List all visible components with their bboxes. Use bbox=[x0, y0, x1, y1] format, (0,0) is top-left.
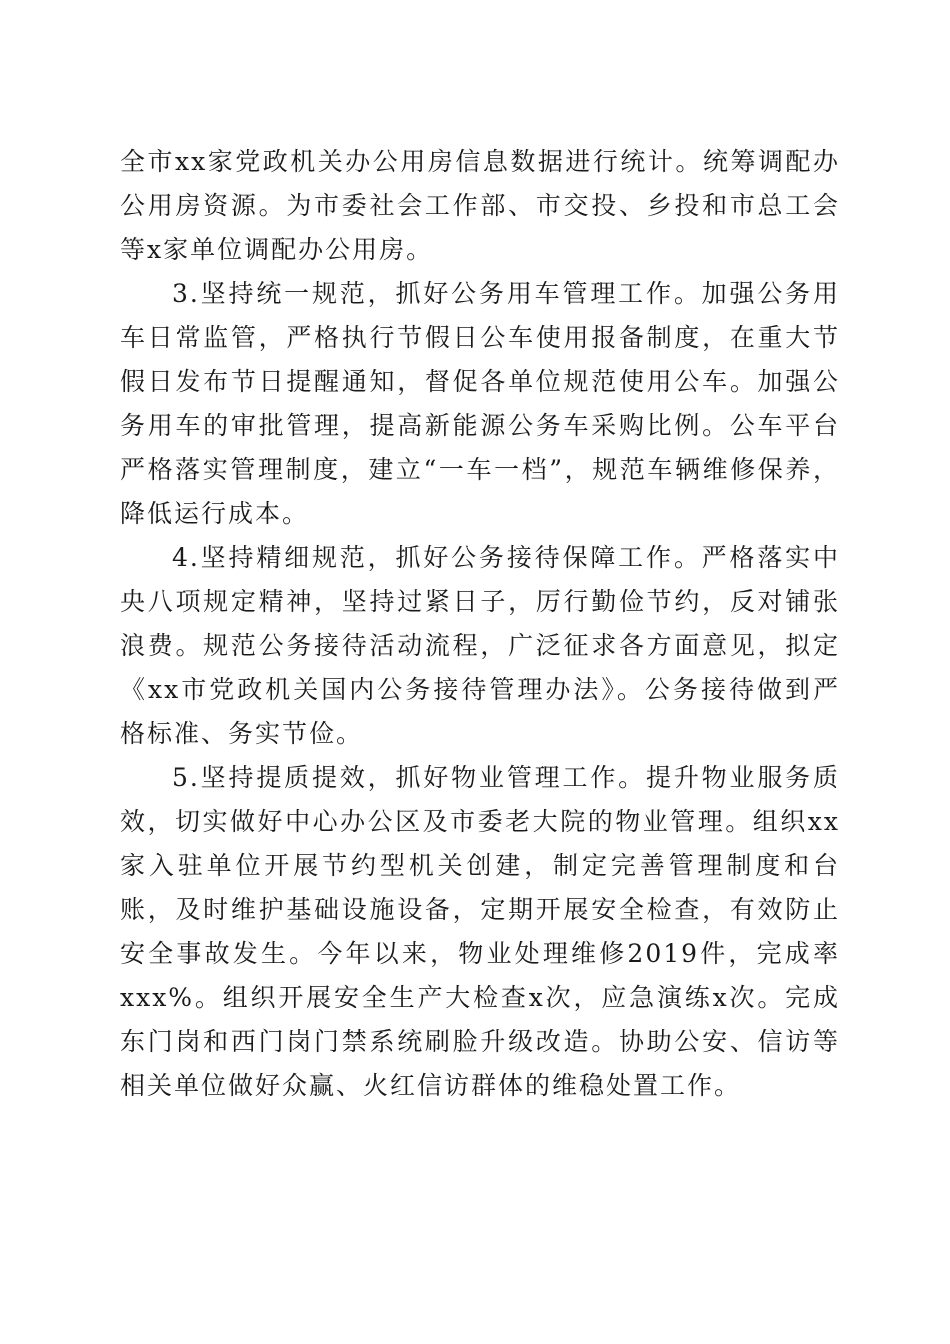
paragraph-office-housing: 全市xx家党政机关办公用房信息数据进行统计。统筹调配办公用房资源。为市委社会工作部、市交投、乡投和市总工会等x家单位调配办公用房。 bbox=[120, 147, 840, 264]
paragraph-vehicle-management: 3.坚持统一规范，抓好公务用车管理工作。加强公务用车日常监管，严格执行节假日公车使用报备制度，在重大节假日发布节日提醒通知，督促各单位规范使用公车。加强公务用车的审批管理，提高新能源公务车采购比例。公车平台严格落实管理制度，建立“一车一档”，规范车辆维修保养，降低运行成本。 bbox=[120, 279, 840, 528]
document-body bbox=[120, 140, 840, 1108]
paragraph-reception-support: 4.坚持精细规范，抓好公务接待保障工作。严格落实中央八项规定精神，坚持过紧日子，厉行勤俭节约，反对铺张浪费。规范公务接待活动流程，广泛征求各方面意见，拟定《xx市党政机关国内公务接待管理办法》。公务接待做到严格标准、务实节俭。 bbox=[120, 543, 840, 748]
paragraph-property-management: 5.坚持提质提效，抓好物业管理工作。提升物业服务质效，切实做好中心办公区及市委老大院的物业管理。组织xx家入驻单位开展节约型机关创建，制定完善管理制度和台账，及时维护基础设施设备，定期开展安全检查，有效防止安全事故发生。今年以来，物业处理维修2019件，完成率xxx%。组织开展安全生产大检查x次，应急演练x次。完成东门岗和西门岗门禁系统刷脸升级改造。协助公安、信访等相关单位做好众赢、火红信访群体的维稳处置工作。 bbox=[120, 763, 840, 1100]
